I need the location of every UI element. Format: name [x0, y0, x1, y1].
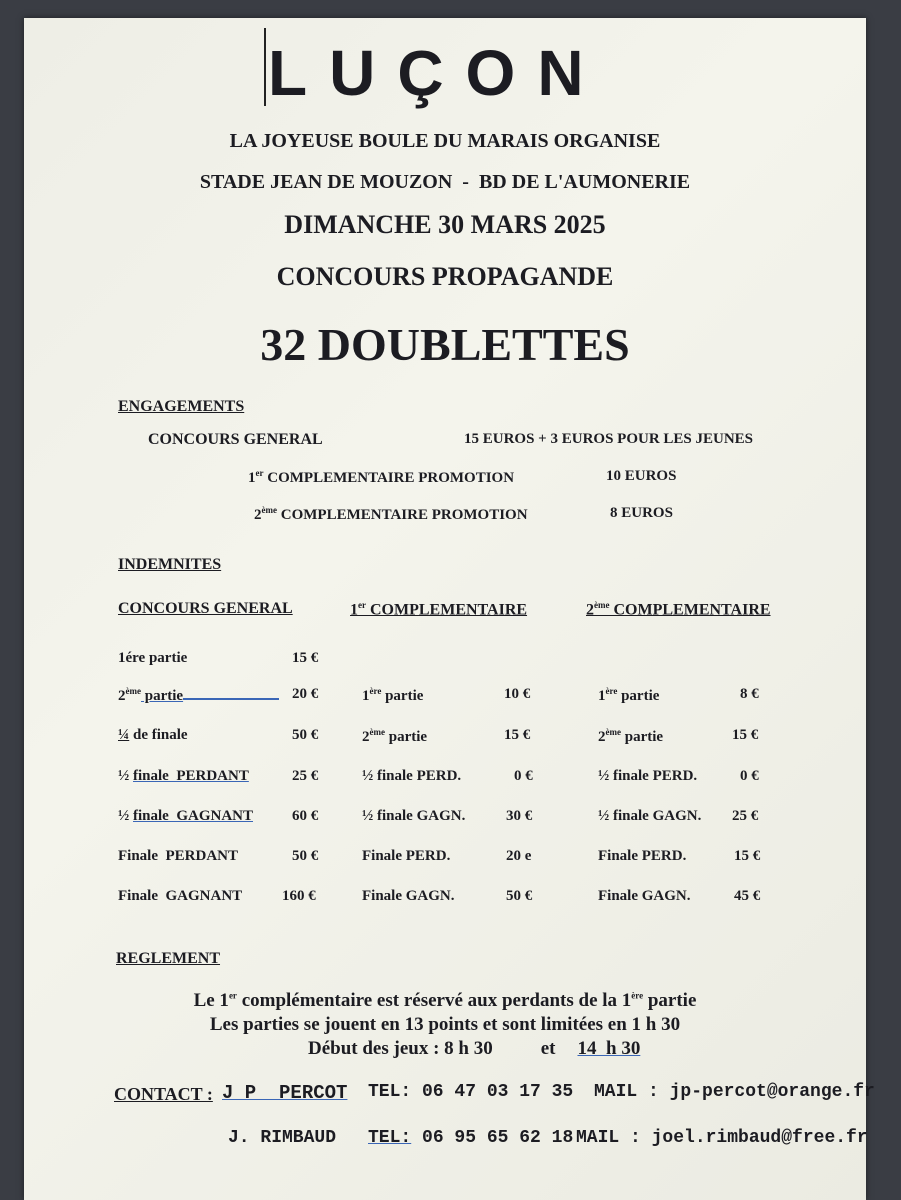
comp1-row-amount: 0 €: [514, 768, 533, 784]
general-row-label: ¼ de finale: [118, 727, 188, 743]
flyer-page: [24, 18, 875, 1200]
comp2-row-label: Finale PERD.: [598, 848, 687, 864]
venue-line: STADE JEAN DE MOUZON - BD DE L'AUMONERIE: [199, 171, 691, 193]
comp2-row-label: ½ finale PERD.: [598, 768, 698, 784]
reglement-line-3: Début des jeux : 8 h 30 et 14 h 30: [308, 1038, 641, 1059]
flyer-title: LUÇON: [268, 37, 606, 109]
general-row-amount: 160 €: [282, 888, 316, 904]
general-row-amount: 25 €: [292, 768, 319, 784]
engagement-general-label: CONCOURS GENERAL: [148, 431, 323, 448]
comp2-row-amount: 45 €: [734, 888, 761, 904]
comp1-row-label: 1ère partie: [362, 686, 424, 704]
comp1-row-label: Finale GAGN.: [362, 888, 455, 904]
col-header-general: CONCOURS GENERAL: [118, 600, 293, 617]
engagement-comp2-label: 2ème COMPLEMENTAIRE PROMOTION: [254, 505, 528, 523]
reglement-heading: REGLEMENT: [116, 950, 221, 967]
engagement-comp1-label: 1er COMPLEMENTAIRE PROMOTION: [248, 468, 515, 486]
comp1-row-amount: 30 €: [506, 808, 533, 824]
contact-mail-2[interactable]: MAIL : joel.rimbaud@free.fr: [576, 1128, 868, 1148]
comp2-row-amount: 15 €: [734, 848, 761, 864]
general-row-amount: 20 €: [292, 686, 319, 702]
contact-label: CONTACT :: [114, 1084, 213, 1104]
general-row-label: Finale GAGNANT: [118, 888, 243, 904]
comp2-row-label: 1ère partie: [598, 686, 660, 704]
general-row-amount: 50 €: [292, 848, 319, 864]
col-header-comp1: 1er COMPLEMENTAIRE: [350, 600, 528, 619]
comp1-row-amount: 20 e: [506, 848, 532, 864]
engagement-general-price: 15 EUROS + 3 EUROS POUR LES JEUNES: [464, 431, 754, 447]
general-row-amount: 50 €: [292, 727, 319, 743]
comp1-row-label: ½ finale PERD.: [362, 768, 462, 784]
general-row-amount: 15 €: [292, 650, 319, 666]
general-row-label: ½ finale GAGNANT: [118, 808, 253, 824]
general-row-label: 2ème partie: [118, 686, 279, 705]
engagements-heading: ENGAGEMENTS: [118, 398, 245, 415]
comp2-row-amount: 15 €: [732, 727, 759, 743]
engagement-comp1-price: 10 EUROS: [606, 468, 677, 484]
contact-person-1: J P PERCOT: [222, 1082, 348, 1104]
indemnites-heading: INDEMNITES: [118, 556, 222, 573]
reglement-line-2: Les parties se jouent en 13 points et sont limitées en 1 h 30: [209, 1014, 681, 1035]
reglement-line-1: Le 1er complémentaire est réservé aux perdants de la 1ère partie: [193, 990, 697, 1011]
comp1-row-amount: 50 €: [506, 888, 533, 904]
text-cursor: [264, 28, 266, 106]
general-row-amount: 60 €: [292, 808, 319, 824]
comp2-row-label: ½ finale GAGN.: [598, 808, 702, 824]
comp1-row-label: 2ème partie: [362, 727, 428, 745]
comp1-row-amount: 15 €: [504, 727, 531, 743]
competition-format: 32 DOUBLETTES: [260, 319, 630, 370]
contact-tel-2: TEL: 06 95 65 62 18: [368, 1128, 574, 1148]
comp2-row-amount: 0 €: [740, 768, 759, 784]
engagement-comp2-price: 8 EUROS: [610, 505, 673, 521]
event-date: DIMANCHE 30 MARS 2025: [284, 210, 606, 239]
general-row-label: Finale PERDANT: [118, 848, 238, 864]
contact-tel-1: TEL: 06 47 03 17 35: [368, 1082, 574, 1102]
comp2-row-label: 2ème partie: [598, 727, 664, 745]
comp2-row-amount: 25 €: [732, 808, 759, 824]
contact-person-2: J. RIMBAUD: [228, 1128, 337, 1148]
comp2-row-amount: 8 €: [740, 686, 759, 702]
general-row-label: ½ finale PERDANT: [118, 768, 249, 784]
comp2-row-label: Finale GAGN.: [598, 888, 691, 904]
col-header-comp2: 2ème COMPLEMENTAIRE: [586, 600, 771, 619]
comp1-row-label: ½ finale GAGN.: [362, 808, 466, 824]
competition-type: CONCOURS PROPAGANDE: [276, 262, 614, 291]
general-row-label: 1ére partie: [118, 650, 188, 666]
comp1-row-amount: 10 €: [504, 686, 531, 702]
organizer-line: LA JOYEUSE BOULE DU MARAIS ORGANISE: [229, 130, 661, 152]
comp1-row-label: Finale PERD.: [362, 848, 451, 864]
contact-mail-1[interactable]: MAIL : jp-percot@orange.fr: [594, 1082, 875, 1102]
